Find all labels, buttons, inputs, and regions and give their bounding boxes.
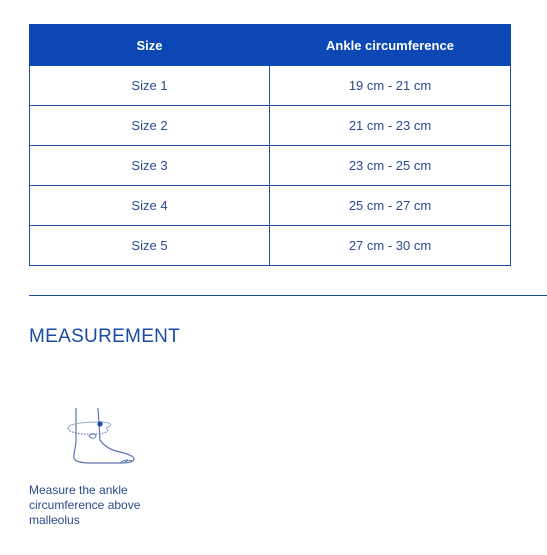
table-row: [30, 106, 511, 146]
cell-circumference: 23 cm - 25 cm: [270, 146, 511, 186]
cell-circumference: 25 cm - 27 cm: [270, 186, 511, 226]
cell-circumference: 27 cm - 30 cm: [270, 226, 511, 266]
table-row: [30, 186, 511, 226]
header-size: Size: [30, 25, 270, 66]
cell-size: Size 4: [30, 186, 270, 226]
cell-size: Size 2: [30, 106, 270, 146]
cell-size: Size 1: [30, 66, 270, 106]
foot-ankle-measure-icon: [62, 402, 142, 468]
measurement-title: MEASUREMENT: [29, 326, 181, 347]
cell-circumference: 21 cm - 23 cm: [270, 106, 511, 146]
table-row: [30, 226, 511, 266]
table-row: [30, 66, 511, 106]
cell-circumference: 19 cm - 21 cm: [270, 66, 511, 106]
table-header-row: [30, 25, 511, 66]
cell-size: Size 5: [30, 226, 270, 266]
measurement-caption: Measure the ankle circumference above malleolus: [29, 483, 141, 527]
section-divider: [29, 295, 547, 296]
header-ankle-circumference: Ankle circumference: [270, 25, 511, 66]
cell-size: Size 3: [30, 146, 270, 186]
table-row: [30, 146, 511, 186]
size-chart-table: [29, 24, 511, 266]
